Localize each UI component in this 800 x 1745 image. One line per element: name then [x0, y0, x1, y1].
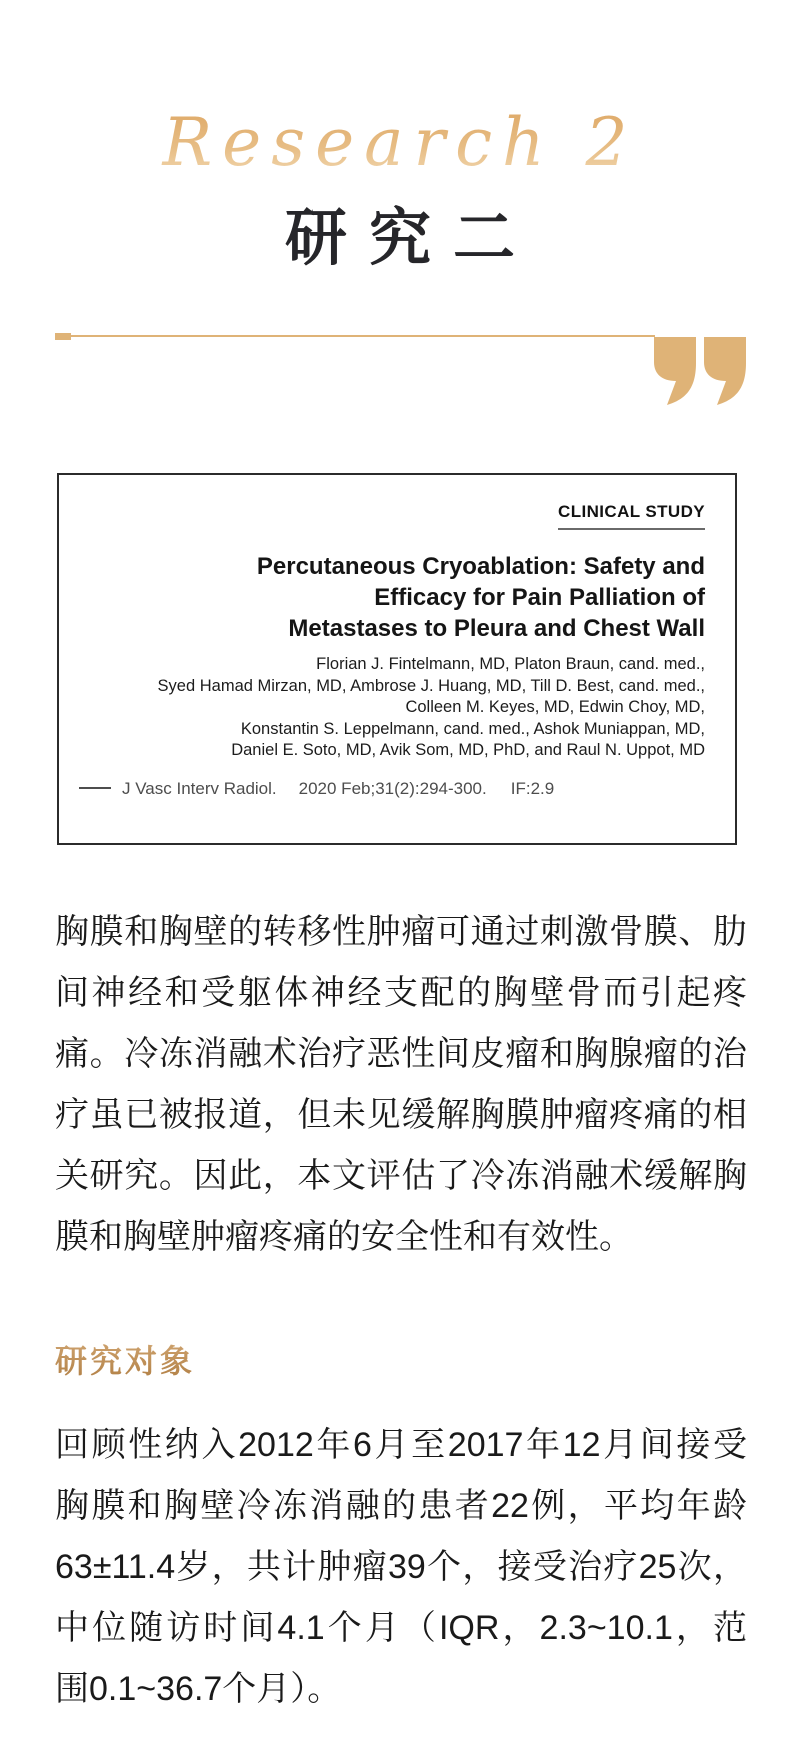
journal-reference	[79, 779, 554, 799]
paragraph-line: 胸膜和胸壁冷冻消融的患者22例，平均年龄	[55, 1487, 747, 1525]
study-authors	[59, 654, 735, 762]
intro-paragraph	[55, 902, 747, 1268]
paragraph-line: 疗虽已被报道，但未见缓解胸膜肿瘤疼痛的相	[55, 1096, 747, 1134]
study-title	[59, 551, 735, 644]
section-heading-subjects: 研究对象	[55, 1342, 196, 1380]
study-title-line: Metastases to Pleura and Chest Wall	[288, 615, 705, 642]
study-author-line: Syed Hamad Mirzan, MD, Ambrose J. Huang, MD, Till D. Best, cand. med.,	[157, 676, 705, 695]
paragraph-line: 胸膜和胸壁的转移性肿瘤可通过刺激骨膜、肋	[55, 913, 747, 951]
paragraph-line: 中位随访时间4.1个月（IQR，2.3~10.1，范	[55, 1609, 747, 1647]
divider-line	[67, 335, 655, 337]
paragraph-line: 痛。冷冻消融术治疗恶性间皮瘤和胸腺瘤的治	[55, 1035, 747, 1073]
paragraph-line: 间神经和受躯体神经支配的胸壁骨而引起疼	[55, 974, 747, 1012]
journal-dash	[79, 787, 111, 789]
quote-icon	[654, 337, 746, 405]
subjects-paragraph	[55, 1415, 747, 1720]
journal-citation: 2020 Feb;31(2):294-300.	[298, 779, 487, 798]
paragraph-line: 回顾性纳入2012年6月至2017年12月间接受	[55, 1426, 747, 1464]
study-author-line: Florian J. Fintelmann, MD, Platon Braun, cand. med.,	[316, 655, 705, 673]
clinical-study-card	[57, 473, 737, 845]
study-author-line: Daniel E. Soto, MD, Avik Som, MD, PhD, and Raul N. Uppot, MD	[231, 741, 705, 759]
clinical-study-label-row	[59, 475, 735, 530]
paragraph-line: 63±11.4岁，共计肿瘤39个，接受治疗25次，	[55, 1548, 747, 1586]
journal-impact-factor: IF:2.9	[510, 779, 555, 798]
research-cn-title: 研究二	[284, 201, 537, 274]
research-script-title: Research 2	[0, 96, 800, 190]
paragraph-line: 关研究。因此，本文评估了冷冻消融术缓解胸	[55, 1157, 747, 1195]
study-author-line: Konstantin S. Leppelmann, cand. med., Ashok Muniappan, MD,	[240, 719, 705, 738]
journal-name: J Vasc Interv Radiol.	[122, 779, 277, 798]
study-author-line: Colleen M. Keyes, MD, Edwin Choy, MD,	[405, 698, 705, 716]
paragraph-line: 围0.1~36.7个月）。	[55, 1670, 342, 1708]
paragraph-line: 膜和胸壁肿瘤疼痛的安全性和有效性。	[55, 1218, 633, 1256]
study-title-line: Efficacy for Pain Palliation of	[374, 584, 705, 611]
study-title-line: Percutaneous Cryoablation: Safety and	[256, 553, 705, 580]
clinical-study-label: CLINICAL STUDY	[558, 502, 705, 530]
